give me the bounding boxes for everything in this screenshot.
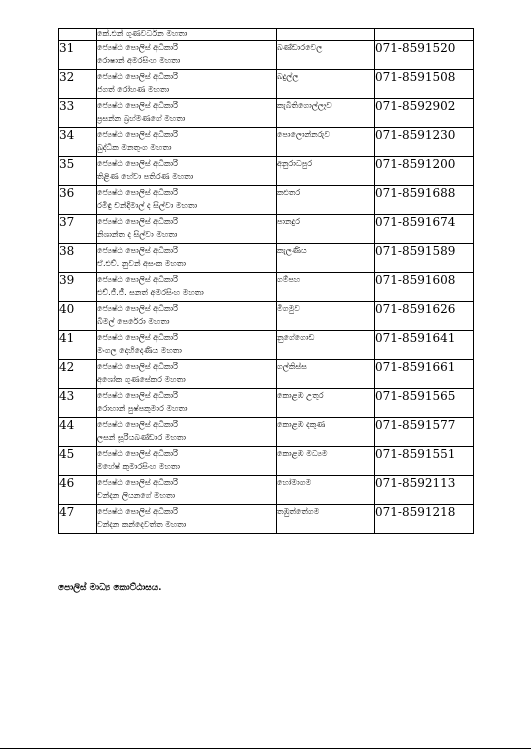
table-row <box>59 128 474 157</box>
row-number: 41 <box>59 331 97 360</box>
number-cell <box>59 29 97 41</box>
row-number: 40 <box>59 302 97 331</box>
phone-cell: 071-8592902 <box>375 99 474 128</box>
officer-name: බිමල් පෙරේරා මහතා <box>97 317 170 326</box>
table-row <box>59 41 474 70</box>
officer-name-cell <box>97 389 277 418</box>
officer-name-cell <box>97 186 277 215</box>
table-row <box>59 418 474 447</box>
officer-title: ජ්‍යෙෂ්ඨ පොලිස් අධිකාරි <box>97 159 178 168</box>
phone-cell: 071-8592113 <box>375 476 474 505</box>
table-row <box>59 389 474 418</box>
station-cell <box>277 29 375 41</box>
row-number: 33 <box>59 99 97 128</box>
officer-name-cell <box>97 128 277 157</box>
officer-name: අශෝක ගුණසේකර මහතා <box>97 375 186 384</box>
station-cell: තඹුත්තේගම <box>277 505 375 534</box>
station-cell: කොළඹ මධ්‍යම <box>277 447 375 476</box>
page-bottom-rule <box>0 748 531 749</box>
officer-name-cell <box>97 273 277 302</box>
table-row <box>59 29 474 41</box>
officer-name-cell <box>97 505 277 534</box>
phone-cell: 071-8591641 <box>375 331 474 360</box>
table-row <box>59 273 474 302</box>
officer-name-cell <box>97 41 277 70</box>
station-cell: පානදුර <box>277 215 375 244</box>
station-cell: මීගමුව <box>277 302 375 331</box>
officer-title: ජ්‍යෙෂ්ඨ පොලිස් අධිකාරි <box>97 130 178 139</box>
station-cell: බණ්ඩාරවෙල <box>277 41 375 70</box>
phone-cell: 071-8591589 <box>375 244 474 273</box>
row-number: 35 <box>59 157 97 186</box>
station-cell: කැලණිය <box>277 244 375 273</box>
phone-cell: 071-8591551 <box>375 447 474 476</box>
phone-cell: 071-8591626 <box>375 302 474 331</box>
officer-title: ජ්‍යෙෂ්ඨ පොලිස් අධිකාරි <box>97 420 178 429</box>
officer-title: ජ්‍යෙෂ්ඨ පොලිස් අධිකාරි <box>97 333 178 342</box>
officer-title: ජ්‍යෙෂ්ඨ පොලිස් අධිකාරි <box>97 478 178 487</box>
officer-title: ජ්‍යෙෂ්ඨ පොලිස් අධිකාරි <box>97 449 178 458</box>
footer-signature: පොලිස් මාධ්‍ය කොට්ඨාසය. <box>58 583 162 593</box>
row-number: 39 <box>59 273 97 302</box>
officer-title: ජ්‍යෙෂ්ඨ පොලිස් අධිකාරි <box>97 72 178 81</box>
officer-name-cell: කේ.එන් ගුණවර්ධන මහතා <box>97 29 277 41</box>
station-cell: කළුතර <box>277 186 375 215</box>
table-row <box>59 505 474 534</box>
officer-name-cell <box>97 331 277 360</box>
station-cell: පොලොන්නරුව <box>277 128 375 157</box>
table-row <box>59 215 474 244</box>
table-row <box>59 476 474 505</box>
station-cell: ගල්කිස්ස <box>277 360 375 389</box>
officer-name: චන්දන ලියනගේ මහතා <box>97 491 176 500</box>
officer-name: එච්.ජී.ජී. සනත් අමරසිංහ මහතා <box>97 288 204 297</box>
phone-cell <box>375 29 474 41</box>
table-row <box>59 302 474 331</box>
station-cell: අනුරාධපුර <box>277 157 375 186</box>
officer-name-cell <box>97 418 277 447</box>
officer-name-cell <box>97 244 277 273</box>
station-cell: හෝමාගම <box>277 476 375 505</box>
row-number: 44 <box>59 418 97 447</box>
station-cell: ගම්පහ <box>277 273 375 302</box>
station-cell: කොළඹ උතුර <box>277 389 375 418</box>
row-number: 46 <box>59 476 97 505</box>
officer-name-cell <box>97 447 277 476</box>
table-row <box>59 157 474 186</box>
table-row <box>59 186 474 215</box>
phone-cell: 071-8591688 <box>375 186 474 215</box>
row-number: 42 <box>59 360 97 389</box>
officer-name: චන්දන කන්දෙවත්ත මහතා <box>97 520 187 529</box>
table-row <box>59 244 474 273</box>
officer-name: ජගත් රෝහණ මහතා <box>97 85 170 94</box>
officer-name: රොෂාන් අමරසිංහ මහතා <box>97 56 181 65</box>
row-number: 31 <box>59 41 97 70</box>
phone-cell: 071-8591661 <box>375 360 474 389</box>
officer-title: ජ්‍යෙෂ්ඨ පොලිස් අධිකාරි <box>97 304 178 313</box>
officer-contact-table <box>58 28 474 534</box>
row-number: 45 <box>59 447 97 476</box>
officer-name: රොහාන් පුෂ්පකුමාර මහතා <box>97 404 188 413</box>
table-row <box>59 99 474 128</box>
table-row <box>59 447 474 476</box>
row-number: 36 <box>59 186 97 215</box>
officer-name: රමිඳු චන්දිමාල් ද සිල්වා මහතා <box>97 201 198 210</box>
officer-title: ජ්‍යෙෂ්ඨ පොලිස් අධිකාරි <box>97 101 178 110</box>
officer-name-cell <box>97 215 277 244</box>
table-row <box>59 331 474 360</box>
officer-title: ජ්‍යෙෂ්ඨ පොලිස් අධිකාරි <box>97 217 178 226</box>
officer-title: ජ්‍යෙෂ්ඨ පොලිස් අධිකාරි <box>97 43 178 52</box>
phone-cell: 071-8591230 <box>375 128 474 157</box>
row-number: 34 <box>59 128 97 157</box>
officer-name-cell <box>97 157 277 186</box>
phone-cell: 071-8591577 <box>375 418 474 447</box>
phone-cell: 071-8591520 <box>375 41 474 70</box>
station-cell: බදුල්ල <box>277 70 375 99</box>
station-cell: නුගේගොඩ <box>277 331 375 360</box>
officer-name: මහේෂ් කුමාරසිංහ මහතා <box>97 462 180 471</box>
station-cell: කොළඹ දකුණ <box>277 418 375 447</box>
station-cell: කැබිතිගොල්ලෑව <box>277 99 375 128</box>
phone-cell: 071-8591674 <box>375 215 474 244</box>
phone-cell: 071-8591565 <box>375 389 474 418</box>
officer-name-cell <box>97 302 277 331</box>
officer-name: බුද්ධික මනතුංග මහතා <box>97 143 172 152</box>
officer-name: තිළිණ හේවා පතිරණ මහතා <box>97 172 194 181</box>
officer-name-cell <box>97 476 277 505</box>
officer-title: ජ්‍යෙෂ්ඨ පොලිස් අධිකාරි <box>97 391 178 400</box>
officer-title: ජ්‍යෙෂ්ඨ පොලිස් අධිකාරි <box>97 246 178 255</box>
row-number: 37 <box>59 215 97 244</box>
officer-title: ජ්‍යෙෂ්ඨ පොලිස් අධිකාරි <box>97 507 178 516</box>
officer-name: මංගල දෙහිදෙණිය මහතා <box>97 346 182 355</box>
row-number: 43 <box>59 389 97 418</box>
phone-cell: 071-8591200 <box>375 157 474 186</box>
officer-name: නිශාන්ත ද සිල්වා මහතා <box>97 230 178 239</box>
officer-title: ජ්‍යෙෂ්ඨ පොලිස් අධිකාරි <box>97 362 178 371</box>
officer-title: ජ්‍යෙෂ්ඨ පොලිස් අධිකාරි <box>97 188 178 197</box>
officer-name: ඒ.එච්. නුවන් අසංක මහතා <box>97 259 186 268</box>
officer-name: ලසන් සූරියබණ්ඩාර මහතා <box>97 433 187 442</box>
row-number: 38 <box>59 244 97 273</box>
table-row <box>59 360 474 389</box>
officer-name-cell <box>97 70 277 99</box>
table-row <box>59 70 474 99</box>
phone-cell: 071-8591508 <box>375 70 474 99</box>
officer-name: ප්‍රසන්න බ්‍රහ්මණගේ මහතා <box>97 114 186 123</box>
officer-name-cell <box>97 360 277 389</box>
row-number: 32 <box>59 70 97 99</box>
table-body <box>59 29 474 534</box>
row-number: 47 <box>59 505 97 534</box>
phone-cell: 071-8591608 <box>375 273 474 302</box>
officer-name-cell <box>97 99 277 128</box>
phone-cell: 071-8591218 <box>375 505 474 534</box>
officer-title: ජ්‍යෙෂ්ඨ පොලිස් අධිකාරි <box>97 275 178 284</box>
